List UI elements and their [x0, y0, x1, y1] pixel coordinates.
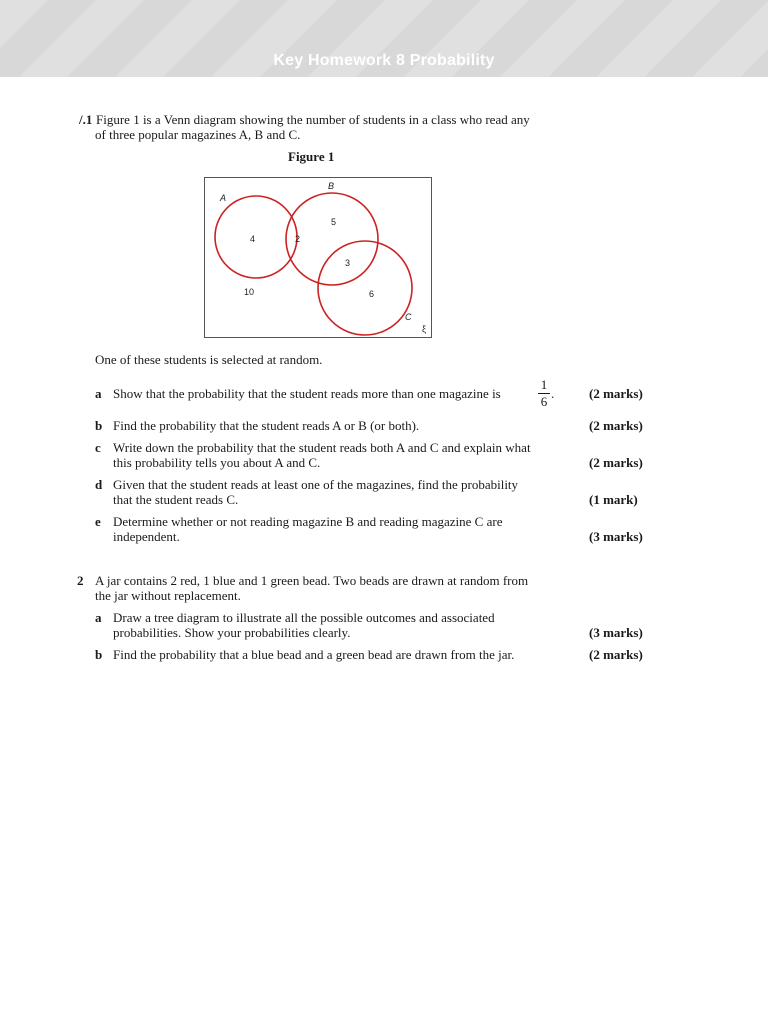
universal-set-box — [205, 178, 432, 338]
venn-diagram — [204, 177, 434, 339]
region-outside: 10 — [244, 287, 255, 297]
selection-text: One of these students is selected at random. — [95, 352, 323, 367]
part-1a-suffix: . — [551, 386, 555, 401]
region-b-only: 5 — [331, 217, 337, 227]
question-1-number: /.1 — [79, 112, 93, 127]
question-2-intro-line2: the jar without replacement. — [95, 588, 241, 603]
part-1b-marks: (2 marks) — [589, 418, 643, 433]
part-1a-marks: (2 marks) — [589, 386, 643, 401]
part-2a-letter: a — [95, 610, 102, 625]
question-2-intro-line1: A jar contains 2 red, 1 blue and 1 green bead. Two beads are drawn at random from — [95, 573, 529, 588]
region-a-and-b: 2 — [295, 234, 301, 244]
page-header — [0, 0, 768, 77]
region-b-and-c: 3 — [345, 258, 351, 268]
set-label-a: A — [220, 193, 227, 203]
part-1a-letter: a — [95, 386, 102, 401]
figure-caption: Figure 1 — [288, 149, 335, 164]
part-2b-letter: b — [95, 647, 103, 662]
part-1c-text-line1: Write down the probability that the student reads both A and C and explain what — [113, 440, 531, 455]
part-1e-marks: (3 marks) — [589, 529, 643, 544]
question-1-intro-line2: of three popular magazines A, B and C. — [95, 127, 301, 142]
part-2b-marks: (2 marks) — [589, 647, 643, 662]
part-1b-text: Find the probability that the student reads A or B (or both). — [113, 418, 420, 433]
part-2b-text: Find the probability that a blue bead and a green bead are drawn from the jar. — [113, 647, 515, 662]
fraction-numerator: 1 — [540, 377, 548, 392]
part-1e-text-line2: independent. — [113, 529, 180, 544]
part-1b-letter: b — [95, 418, 103, 433]
set-label-b: B — [328, 181, 335, 191]
part-1c-letter: c — [95, 440, 101, 455]
part-1d-text-line1: Given that the student reads at least one of the magazines, find the probability — [113, 477, 519, 492]
fraction-denominator: 6 — [540, 394, 548, 409]
part-1c-marks: (2 marks) — [589, 455, 643, 470]
part-1e-text-line1: Determine whether or not reading magazine B and reading magazine C are — [113, 514, 503, 529]
part-1c-text-line2: this probability tells you about A and C. — [113, 455, 321, 470]
region-c-only: 6 — [369, 289, 375, 299]
part-1d-letter: d — [95, 477, 103, 492]
part-2a-marks: (3 marks) — [589, 625, 643, 640]
part-2a-text-line1: Draw a tree diagram to illustrate all the possible outcomes and associated — [113, 610, 495, 625]
part-1d-marks: (1 mark) — [589, 492, 638, 507]
question-2-number: 2 — [77, 573, 84, 588]
part-1e-letter: e — [95, 514, 101, 529]
part-1d-text-line2: that the student reads C. — [113, 492, 239, 507]
fraction-one-sixth — [538, 378, 550, 409]
page-title: Key Homework 8 Probability — [273, 52, 495, 69]
part-1a-text: Show that the probability that the student reads more than one magazine is — [113, 386, 501, 401]
question-1-intro-line1: Figure 1 is a Venn diagram showing the number of students in a class who read any — [96, 112, 530, 127]
region-a-only: 4 — [250, 234, 256, 244]
universal-set-symbol: ξ — [422, 324, 427, 334]
part-2a-text-line2: probabilities. Show your probabilities clearly. — [113, 625, 351, 640]
set-label-c: C — [405, 312, 412, 322]
